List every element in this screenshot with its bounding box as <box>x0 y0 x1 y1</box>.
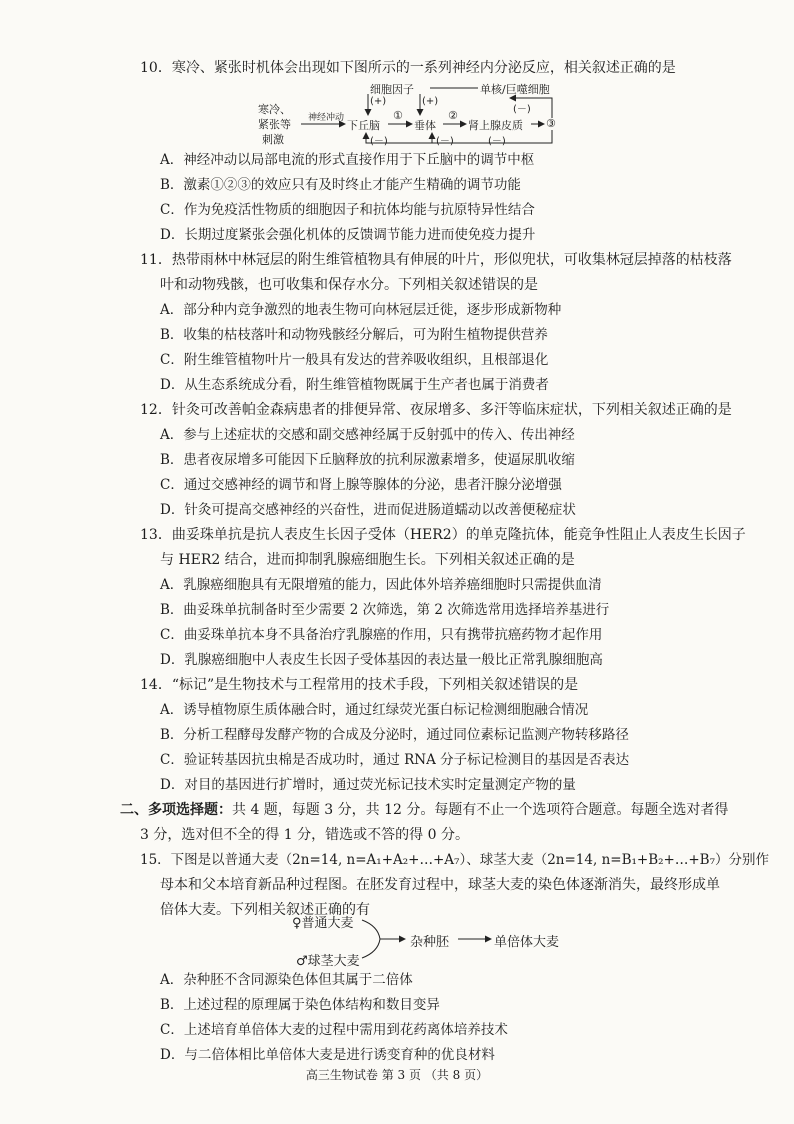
question-10-stem: 10．寒冷、紧张时机体会出现如下图所示的一系列神经内分泌反应，相关叙述正确的是 <box>140 60 676 76</box>
q13-option-c: C．曲妥珠单抗本身不具备治疗乳腺癌的作用，只有携带抗癌药物才起作用 <box>160 627 603 643</box>
question-13-stem-1: 13．曲妥珠单抗是抗人表皮生长因子受体（HER2）的单克隆抗体，能竞争性阻止人表皮生长因子 <box>140 527 746 543</box>
section-2-title: 二、多项选择题： <box>120 802 232 818</box>
section-2-rules: 共 4 题，每题 3 分，共 12 分。每题有不止一个选项符合题意。每题全选对者得 <box>232 802 729 818</box>
question-15-stem-2: 母本和父本培育新品种过程图。在胚发育过程中，球茎大麦的染色体逐渐消失，最终形成单 <box>160 877 720 893</box>
diagram-monocyte: 单核/巨噬细胞 <box>480 83 550 96</box>
diagram-minus-3: (－) <box>436 136 454 147</box>
diagram-haploid: 单倍体大麦 <box>494 935 560 950</box>
q11-option-c: C．附生维管植物叶片一般具有发达的营养吸收组织，且根部退化 <box>160 352 549 368</box>
q15-option-b: B．上述过程的原理属于染色体结构和数目变异 <box>160 997 440 1013</box>
q14-option-d: D．对目的基因进行扩增时，通过荧光标记技术实时定量测定产物的量 <box>160 777 576 793</box>
q10-option-b: B．激素①②③的效应只有及时终止才能产生精确的调节功能 <box>160 177 521 193</box>
diagram-minus-2: (－) <box>488 136 506 147</box>
diagram-minus-4: (－) <box>370 136 388 147</box>
q11-option-b: B．收集的枯枝落叶和动物残骸经分解后，可为附生植物提供营养 <box>160 327 548 343</box>
diagram-pituitary: 垂体 <box>414 119 436 132</box>
q13-option-b: B．曲妥珠单抗制备时至少需要 2 次筛选，第 2 次筛选常用选择培养基进行 <box>160 602 610 618</box>
diagram-hormone-2: ② <box>448 109 458 122</box>
q12-option-d: D．针灸可提高交感神经的兴奋性，进而促进肠道蠕动以改善便秘症状 <box>160 502 576 518</box>
q14-option-a: A．诱导植物原生质体融合时，通过红绿荧光蛋白标记检测细胞融合情况 <box>160 702 589 718</box>
q12-option-c: C．通过交感神经的调节和肾上腺等腺体的分泌，患者汗腺分泌增强 <box>160 477 562 493</box>
page-footer: 高三生物试卷 第 3 页 （共 8 页） <box>305 1068 489 1082</box>
q12-option-a: A．参与上述症状的交感和副交感神经属于反射弧中的传入、传出神经 <box>160 427 575 443</box>
q15-option-d: D．与二倍体相比单倍体大麦是进行诱变育种的优良材料 <box>160 1047 495 1063</box>
question-15-stem-3: 倍体大麦。下列相关叙述正确的有 <box>160 902 370 918</box>
question-11-stem-1: 11．热带雨林中林冠层的附生维管植物具有伸展的叶片，形似兜状，可收集林冠层掉落的枯枝落 <box>140 252 732 268</box>
diagram-hormone-1: ① <box>393 109 403 122</box>
diagram-stimulus-3: 刺激 <box>262 133 284 146</box>
diagram-adrenal: 肾上腺皮质 <box>468 119 523 132</box>
diagram-stimulus-1: 寒冷、 <box>258 103 291 116</box>
question-15-stem-1: 15．下图是以普通大麦（2n=14, n=A₁+A₂+…+A₇）、球茎大麦（2n=14, n=B₁+B₂+…+B₇）分别作 <box>140 852 770 868</box>
diagram-plus-2: (+) <box>422 96 439 107</box>
question-14-stem: 14．“标记”是生物技术与工程常用的技术手段，下列相关叙述错误的是 <box>140 677 579 693</box>
question-13-stem-2: 与 HER2 结合，进而抑制乳腺癌细胞生长。下列相关叙述正确的是 <box>160 552 575 568</box>
diagram-female-parent: ♀普通大麦 <box>292 916 354 931</box>
q11-option-a: A．部分种内竞争激烈的地表生物可向林冠层迁徙，逐步形成新物种 <box>160 302 562 318</box>
q11-option-d: D．从生态系统成分看，附生维管植物既属于生产者也属于消费者 <box>160 377 549 393</box>
diagram-hypothalamus: 下丘脑 <box>347 119 380 132</box>
q10-option-c: C．作为免疫活性物质的细胞因子和抗体均能与抗原特异性结合 <box>160 202 535 218</box>
diagram-minus-1: (－) <box>513 104 531 115</box>
q12-option-b: B．患者夜尿增多可能因下丘脑释放的抗利尿激素增多，使逼尿肌收缩 <box>160 452 575 468</box>
q15-option-c: C．上述培育单倍体大麦的过程中需用到花药离体培养技术 <box>160 1022 508 1038</box>
diagram-cytokine: 细胞因子 <box>370 83 414 96</box>
diagram-stimulus-2: 紧张等 <box>258 118 291 131</box>
q13-option-d: D．乳腺癌细胞中人表皮生长因子受体基因的表达量一般比正常乳腺细胞高 <box>160 652 603 668</box>
q14-option-c: C．验证转基因抗虫棉是否成功时，通过 RNA 分子标记检测目的基因是否表达 <box>160 752 630 768</box>
diagram-arrow-label: 神经冲动 <box>308 113 345 123</box>
q14-option-b: B．分析工程酵母发酵产物的合成及分泌时，通过同位素标记监测产物转移路径 <box>160 727 629 743</box>
section-2-rules-2: 3 分，选对但不全的得 1 分，错选或不答的得 0 分。 <box>140 827 469 843</box>
diagram-hybrid-embryo: 杂种胚 <box>410 935 450 950</box>
question-11-stem-2: 叶和动物残骸，也可收集和保存水分。下列相关叙述错误的是 <box>160 277 538 293</box>
diagram-hormone-3: ③ <box>546 117 556 130</box>
diagram-male-parent: ♂球茎大麦 <box>296 954 360 969</box>
q13-option-a: A．乳腺癌细胞具有无限增殖的能力，因此体外培养癌细胞时只需提供血清 <box>160 577 602 593</box>
q10-option-d: D．长期过度紧张会强化机体的反馈调节能力进而使免疫力提升 <box>160 227 536 243</box>
diagram-plus-1: (+) <box>370 96 387 107</box>
q15-option-a: A．杂种胚不含同源染色体但其属于二倍体 <box>160 972 413 988</box>
question-12-stem: 12．针灸可改善帕金森病患者的排便异常、夜尿增多、多汗等临床症状，下列相关叙述正确的是 <box>140 402 732 418</box>
q10-option-a: A．神经冲动以局部电流的形式直接作用于下丘脑中的调节中枢 <box>160 152 535 168</box>
